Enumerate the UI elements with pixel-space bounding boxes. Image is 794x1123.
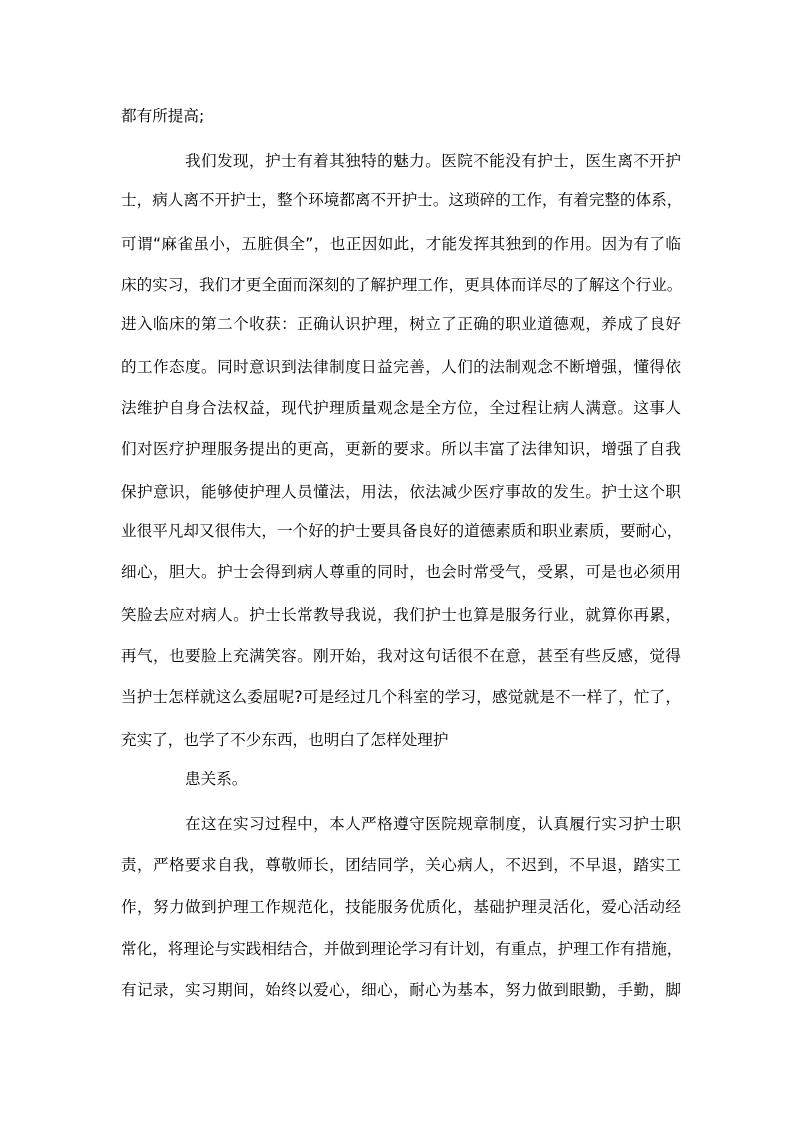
text-line: 当护士怎样就这么委屈呢?可是经过几个科室的学习，感觉就是不一样了，忙了， — [121, 688, 681, 706]
text-line: 都有所提高; — [121, 107, 205, 125]
text-line: 的工作态度。同时意识到法律制度日益完善，人们的法制观念不断增强，懂得依 — [121, 358, 681, 376]
text-line: 笑脸去应对病人。护士长常教导我说，我们护士也算是服务行业，就算你再累， — [121, 606, 681, 624]
text-line: 细心，胆大。护士会得到病人尊重的同时，也会时常受气，受累，可是也必须用 — [121, 563, 681, 581]
text-line: 责，严格要求自我，尊敬师长，团结同学，关心病人，不迟到，不早退，踏实工 — [121, 856, 681, 874]
text-line: 有记录，实习期间，始终以爱心，细心，耐心为基本，努力做到眼勤，手勤，脚 — [121, 981, 681, 999]
text-line: 法维护自身合法权益，现代护理质量观念是全方位，全过程让病人满意。这事人 — [121, 399, 681, 417]
text-line: 再气，也要脸上充满笑容。刚开始，我对这句话很不在意，甚至有些反感，觉得 — [121, 647, 681, 665]
text-line: 我们发现，护士有着其独特的魅力。医院不能没有护士，医生离不开护 — [185, 152, 681, 170]
text-line: 可谓“麻雀虽小，五脏俱全”，也正因如此，才能发挥其独到的作用。因为有了临 — [121, 235, 681, 253]
text-line: 在这在实习过程中，本人严格遵守医院规章制度，认真履行实习护士职 — [185, 815, 681, 833]
text-line: 充实了，也学了不少东西，也明白了怎样处理护 — [121, 731, 449, 749]
text-line: 们对医疗护理服务提出的更高，更新的要求。所以丰富了法律知识，增强了自我 — [121, 440, 681, 458]
text-line: 作，努力做到护理工作规范化，技能服务优质化，基础护理灵活化，爱心活动经 — [121, 898, 681, 916]
text-line: 保护意识，能够使护理人员懂法，用法，依法减少医疗事故的发生。护士这个职 — [121, 483, 681, 501]
text-line: 士，病人离不开护士，整个环境都离不开护士。这琐碎的工作，有着完整的体系， — [121, 191, 683, 209]
text-line: 床的实习，我们才更全面而深刻的了解护理工作，更具体而详尽的了解这个行业。 — [121, 276, 683, 294]
text-line: 进入临床的第二个收获：正确认识护理，树立了正确的职业道德观，养成了良好 — [121, 315, 681, 333]
text-line: 患关系。 — [185, 770, 248, 788]
text-line: 业很平凡却又很伟大，一个好的护士要具备良好的道德素质和职业素质，要耐心， — [121, 522, 683, 540]
text-line: 常化，将理论与实践相结合，并做到理论学习有计划，有重点，护理工作有措施， — [121, 940, 683, 958]
